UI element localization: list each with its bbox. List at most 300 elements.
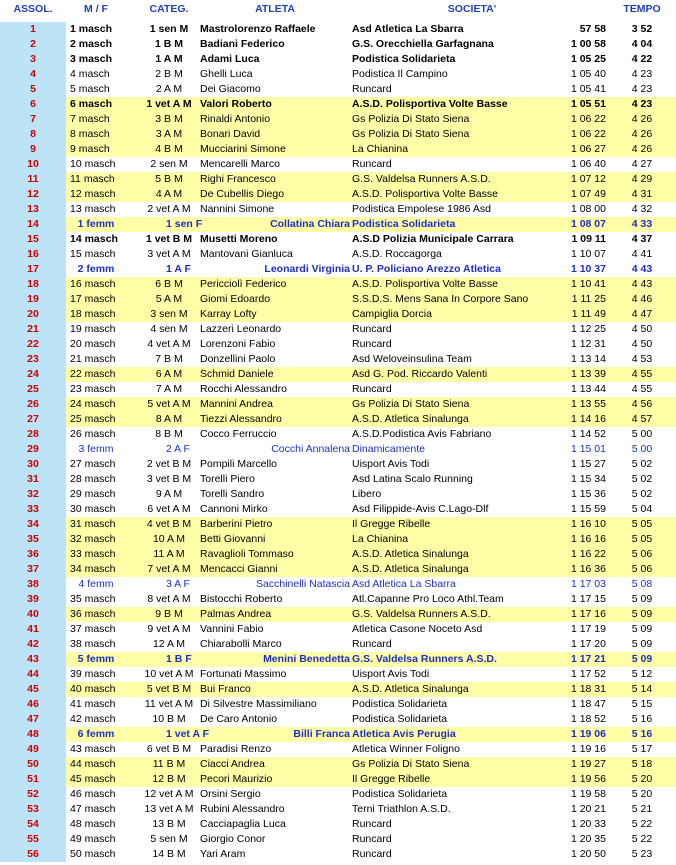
gender-rank-cell: 37 masch <box>70 623 116 635</box>
athlete-cell: Di Silvestre Massimiliano <box>200 698 317 710</box>
gender-rank-cell: 33 masch <box>70 548 116 560</box>
table-row <box>0 67 676 82</box>
finish-time-cell: 1 05 40 <box>570 68 606 80</box>
athlete-cell: Fortunati Massimo <box>200 668 287 680</box>
finish-time-cell: 1 16 16 <box>570 533 606 545</box>
category-cell: 8 vet A M <box>147 593 191 605</box>
athlete-cell: Torelli Sandro <box>200 488 265 500</box>
society-cell: Podistica Solidarieta <box>352 698 448 710</box>
gender-rank-cell: 1 masch <box>70 23 113 35</box>
pace-cell: 4 47 <box>631 308 653 320</box>
finish-time-cell: 1 08 00 <box>570 203 606 215</box>
society-cell: S.S.D.S. Mens Sana In Corpore Sano <box>352 293 528 305</box>
table-row <box>0 502 676 517</box>
finish-time-cell: 1 13 14 <box>570 353 606 365</box>
athlete-cell: Valori Roberto <box>200 98 272 110</box>
athlete-cell: Rubini Alessandro <box>200 803 285 815</box>
pace-cell: 4 31 <box>631 188 653 200</box>
finish-time-cell: 1 16 22 <box>570 548 606 560</box>
society-cell: Asd Atletica La Sbarra <box>352 578 456 590</box>
position-cell: 55 <box>0 832 66 847</box>
athlete-cell: Schmid Daniele <box>200 368 274 380</box>
society-cell: G.S. Valdelsa Runners A.S.D. <box>352 173 491 185</box>
category-cell: 1 A F <box>166 263 191 275</box>
table-row <box>0 232 676 247</box>
category-cell: 1 sen F <box>166 218 203 230</box>
pace-cell: 5 02 <box>631 488 653 500</box>
finish-time-cell: 1 19 58 <box>570 788 606 800</box>
category-cell: 6 vet B M <box>146 743 192 755</box>
athlete-cell: Dei Giacomo <box>200 83 261 95</box>
society-cell: Asd G. Pod. Riccardo Valenti <box>352 368 488 380</box>
category-cell: 3 sen M <box>150 308 188 320</box>
society-cell: G.S. Valdelsa Runners A.S.D. <box>352 653 497 665</box>
pace-cell: 5 00 <box>631 443 653 455</box>
society-cell: Il Gregge Ribelle <box>352 773 431 785</box>
pace-cell: 4 26 <box>631 113 653 125</box>
society-cell: Podistica Il Campino <box>352 68 448 80</box>
category-cell: 6 B M <box>155 278 183 290</box>
society-cell: Uisport Avis Todi <box>352 668 430 680</box>
society-cell: A.S.D. Roccagorga <box>352 248 442 260</box>
category-cell: 5 A M <box>155 293 183 305</box>
athlete-cell: Mastrolorenzo Raffaele <box>200 23 316 35</box>
gender-rank-cell: 34 masch <box>70 563 116 575</box>
gender-rank-cell: 8 masch <box>70 128 110 140</box>
category-cell: 9 vet A M <box>147 623 191 635</box>
position-cell: 20 <box>0 307 66 322</box>
category-cell: 2 B M <box>155 68 183 80</box>
finish-time-cell: 1 17 16 <box>570 608 606 620</box>
athlete-cell: Leonardi Virginia <box>264 263 350 275</box>
position-cell: 3 <box>0 52 66 67</box>
athlete-cell: Nannini Simone <box>200 203 275 215</box>
pace-cell: 5 08 <box>631 578 653 590</box>
table-row <box>0 127 676 142</box>
pace-cell: 4 53 <box>631 353 653 365</box>
society-cell: A.S.D. Polisportiva Volte Basse <box>352 98 508 110</box>
table-row <box>0 382 676 397</box>
gender-rank-cell: 3 masch <box>70 53 113 65</box>
pace-cell: 5 04 <box>631 503 653 515</box>
gender-rank-cell: 18 masch <box>70 308 116 320</box>
table-row <box>0 697 676 712</box>
finish-time-cell: 1 10 41 <box>570 278 606 290</box>
category-cell: 2 sen M <box>150 158 188 170</box>
society-cell: Runcard <box>352 338 392 350</box>
position-cell: 15 <box>0 232 66 247</box>
athlete-cell: Giomi Edoardo <box>200 293 271 305</box>
gender-rank-cell: 31 masch <box>70 518 116 530</box>
pace-cell: 5 16 <box>631 713 653 725</box>
gender-rank-cell: 26 masch <box>70 428 116 440</box>
table-row <box>0 217 676 232</box>
athlete-cell: Collatina Chiara <box>270 218 350 230</box>
table-row <box>0 37 676 52</box>
athlete-cell: Ghelli Luca <box>200 68 253 80</box>
table-row <box>0 532 676 547</box>
table-row <box>0 427 676 442</box>
position-cell: 45 <box>0 682 66 697</box>
athlete-cell: Mencacci Gianni <box>200 563 278 575</box>
pace-cell: 5 23 <box>631 848 653 860</box>
position-cell: 48 <box>0 727 66 742</box>
finish-time-cell: 1 09 11 <box>571 233 606 245</box>
header-category: CATEG. <box>149 3 189 15</box>
society-cell: Atletica Winner Foligno <box>352 743 460 755</box>
gender-rank-cell: 42 masch <box>70 713 116 725</box>
category-cell: 13 vet A M <box>144 803 194 815</box>
header-time: TEMPO <box>623 3 661 15</box>
athlete-cell: Mencarelli Marco <box>200 158 280 170</box>
table-row <box>0 652 676 667</box>
header-society: SOCIETA' <box>447 3 497 15</box>
athlete-cell: Paradisi Renzo <box>200 743 272 755</box>
position-cell: 23 <box>0 352 66 367</box>
pace-cell: 4 37 <box>631 233 653 245</box>
category-cell: 10 B M <box>152 713 186 725</box>
athlete-cell: Adami Luca <box>200 53 260 65</box>
category-cell: 14 B M <box>152 848 186 860</box>
table-row <box>0 787 676 802</box>
athlete-cell: Vannini Fabio <box>200 623 264 635</box>
pace-cell: 5 09 <box>631 653 653 665</box>
society-cell: Runcard <box>352 638 392 650</box>
position-cell: 31 <box>0 472 66 487</box>
table-row <box>0 742 676 757</box>
table-row <box>0 322 676 337</box>
athlete-cell: Cacciapaglia Luca <box>200 818 286 830</box>
position-cell: 14 <box>0 217 66 232</box>
category-cell: 1 vet B M <box>145 233 193 245</box>
table-row <box>0 352 676 367</box>
society-cell: La Chianina <box>352 533 409 545</box>
pace-cell: 4 04 <box>631 38 653 50</box>
society-cell: Asd Weloveinsulina Team <box>352 353 472 365</box>
athlete-cell: Bui Franco <box>200 683 251 695</box>
position-cell: 1 <box>0 22 66 37</box>
position-cell: 24 <box>0 367 66 382</box>
category-cell: 4 B M <box>155 143 183 155</box>
category-cell: 7 A M <box>155 383 183 395</box>
table-row <box>0 187 676 202</box>
position-cell: 25 <box>0 382 66 397</box>
table-row <box>0 562 676 577</box>
finish-time-cell: 1 17 15 <box>570 593 606 605</box>
athlete-cell: Orsini Sergio <box>200 788 261 800</box>
pace-cell: 5 02 <box>631 473 653 485</box>
pace-cell: 4 50 <box>631 323 653 335</box>
position-cell: 9 <box>0 142 66 157</box>
gender-rank-cell: 12 masch <box>70 188 116 200</box>
pace-cell: 4 41 <box>631 248 653 260</box>
gender-rank-cell: 45 masch <box>70 773 116 785</box>
position-cell: 40 <box>0 607 66 622</box>
category-cell: 12 B M <box>152 773 186 785</box>
category-cell: 13 B M <box>152 818 186 830</box>
finish-time-cell: 1 20 33 <box>570 818 606 830</box>
gender-rank-cell: 27 masch <box>70 458 116 470</box>
finish-time-cell: 1 17 21 <box>570 653 606 665</box>
gender-rank-cell: 30 masch <box>70 503 116 515</box>
table-row <box>0 247 676 262</box>
category-cell: 1 B F <box>166 653 192 665</box>
position-cell: 44 <box>0 667 66 682</box>
athlete-cell: Rinaldi Antonio <box>200 113 271 125</box>
category-cell: 2 A M <box>155 83 183 95</box>
gender-rank-cell: 29 masch <box>70 488 116 500</box>
category-cell: 12 vet A M <box>144 788 194 800</box>
pace-cell: 4 26 <box>631 128 653 140</box>
finish-time-cell: 1 20 35 <box>570 833 606 845</box>
finish-time-cell: 1 18 47 <box>570 698 606 710</box>
society-cell: G.S. Valdelsa Runners A.S.D. <box>352 608 491 620</box>
table-row <box>0 832 676 847</box>
position-cell: 38 <box>0 577 66 592</box>
table-header <box>0 0 676 22</box>
pace-cell: 3 52 <box>631 23 653 35</box>
gender-rank-cell: 2 femm <box>77 263 115 275</box>
society-cell: Atl.Capanne Pro Loco Athl.Team <box>352 593 504 605</box>
athlete-cell: Cocco Ferruccio <box>200 428 277 440</box>
table-row <box>0 847 676 862</box>
pace-cell: 4 43 <box>631 263 653 275</box>
gender-rank-cell: 23 masch <box>70 383 116 395</box>
pace-cell: 4 33 <box>631 218 653 230</box>
finish-time-cell: 1 12 25 <box>570 323 606 335</box>
table-row <box>0 817 676 832</box>
pace-cell: 5 16 <box>631 728 653 740</box>
pace-cell: 4 26 <box>631 143 653 155</box>
society-cell: Runcard <box>352 323 392 335</box>
society-cell: A.S.D. Atletica Sinalunga <box>352 548 469 560</box>
athlete-cell: Menini Benedetta <box>263 653 350 665</box>
category-cell: 3 B M <box>155 113 183 125</box>
athlete-cell: Lazzeri Leonardo <box>200 323 282 335</box>
athlete-cell: Torelli Piero <box>200 473 255 485</box>
position-cell: 18 <box>0 277 66 292</box>
position-cell: 12 <box>0 187 66 202</box>
table-row <box>0 97 676 112</box>
position-cell: 32 <box>0 487 66 502</box>
society-cell: Uisport Avis Todi <box>352 458 430 470</box>
gender-rank-cell: 6 femm <box>77 728 115 740</box>
gender-rank-cell: 20 masch <box>70 338 116 350</box>
gender-rank-cell: 47 masch <box>70 803 116 815</box>
table-row <box>0 547 676 562</box>
pace-cell: 4 22 <box>631 53 653 65</box>
position-cell: 51 <box>0 772 66 787</box>
position-cell: 53 <box>0 802 66 817</box>
table-row <box>0 202 676 217</box>
pace-cell: 5 12 <box>631 668 653 680</box>
pace-cell: 4 43 <box>631 278 653 290</box>
position-cell: 10 <box>0 157 66 172</box>
position-cell: 42 <box>0 637 66 652</box>
athlete-cell: Pecori Maurizio <box>200 773 273 785</box>
table-row <box>0 52 676 67</box>
society-cell: Gs Polizia Di Stato Siena <box>352 758 470 770</box>
gender-rank-cell: 19 masch <box>70 323 116 335</box>
position-cell: 39 <box>0 592 66 607</box>
position-cell: 34 <box>0 517 66 532</box>
gender-rank-cell: 44 masch <box>70 758 116 770</box>
finish-time-cell: 1 08 07 <box>570 218 606 230</box>
pace-cell: 5 09 <box>631 638 653 650</box>
pace-cell: 4 57 <box>631 413 653 425</box>
gender-rank-cell: 6 masch <box>70 98 113 110</box>
position-cell: 33 <box>0 502 66 517</box>
header-gender-rank: M / F <box>84 3 108 15</box>
category-cell: 4 A M <box>155 188 183 200</box>
table-row <box>0 367 676 382</box>
table-row <box>0 667 676 682</box>
pace-cell: 4 56 <box>631 398 653 410</box>
table-row <box>0 682 676 697</box>
table-row <box>0 157 676 172</box>
finish-time-cell: 1 10 07 <box>570 248 606 260</box>
category-cell: 5 B M <box>155 173 183 185</box>
table-row <box>0 262 676 277</box>
finish-time-cell: 1 15 01 <box>570 443 606 455</box>
finish-time-cell: 1 14 52 <box>570 428 606 440</box>
gender-rank-cell: 38 masch <box>70 638 116 650</box>
table-row <box>0 757 676 772</box>
finish-time-cell: 1 17 20 <box>570 638 606 650</box>
finish-time-cell: 1 14 16 <box>570 413 606 425</box>
society-cell: Asd Latina Scalo Running <box>352 473 473 485</box>
pace-cell: 5 21 <box>631 803 653 815</box>
table-row <box>0 637 676 652</box>
pace-cell: 5 09 <box>631 593 653 605</box>
table-row <box>0 592 676 607</box>
society-cell: A.S.D.Podistica Avis Fabriano <box>352 428 492 440</box>
society-cell: Podistica Solidarieta <box>352 218 456 230</box>
pace-cell: 5 09 <box>631 623 653 635</box>
athlete-cell: Mucciarini Simone <box>200 143 286 155</box>
society-cell: Atletica Avis Perugia <box>352 728 456 740</box>
gender-rank-cell: 16 masch <box>70 278 116 290</box>
athlete-cell: Pericciolì Federico <box>200 278 287 290</box>
table-row <box>0 517 676 532</box>
position-cell: 19 <box>0 292 66 307</box>
table-row <box>0 172 676 187</box>
finish-time-cell: 1 10 37 <box>570 263 606 275</box>
pace-cell: 4 27 <box>631 158 653 170</box>
table-row <box>0 82 676 97</box>
gender-rank-cell: 21 masch <box>70 353 116 365</box>
finish-time-cell: 1 15 34 <box>570 473 606 485</box>
gender-rank-cell: 2 masch <box>70 38 113 50</box>
gender-rank-cell: 9 masch <box>70 143 110 155</box>
gender-rank-cell: 24 masch <box>70 398 116 410</box>
category-cell: 5 vet A M <box>147 398 191 410</box>
pace-cell: 4 23 <box>631 98 653 110</box>
finish-time-cell: 1 16 36 <box>570 563 606 575</box>
athlete-cell: Donzellini Paolo <box>200 353 276 365</box>
gender-rank-cell: 28 masch <box>70 473 116 485</box>
finish-time-cell: 1 13 39 <box>570 368 606 380</box>
athlete-cell: Musetti Moreno <box>200 233 278 245</box>
society-cell: La Chianina <box>352 143 409 155</box>
society-cell: Gs Polizia Di Stato Siena <box>352 113 470 125</box>
category-cell: 4 vet A M <box>147 338 191 350</box>
position-cell: 21 <box>0 322 66 337</box>
category-cell: 9 A M <box>155 488 183 500</box>
table-row <box>0 712 676 727</box>
athlete-cell: Pompili Marcello <box>200 458 278 470</box>
category-cell: 6 A M <box>155 368 183 380</box>
table-row <box>0 307 676 322</box>
gender-rank-cell: 3 femm <box>78 443 114 455</box>
gender-rank-cell: 10 masch <box>70 158 116 170</box>
table-row <box>0 112 676 127</box>
category-cell: 7 B M <box>155 353 183 365</box>
gender-rank-cell: 39 masch <box>70 668 116 680</box>
gender-rank-cell: 32 masch <box>70 533 116 545</box>
finish-time-cell: 1 20 21 <box>570 803 606 815</box>
society-cell: Atletica Casone Noceto Asd <box>352 623 483 635</box>
athlete-cell: De Caro Antonio <box>200 713 278 725</box>
society-cell: Runcard <box>352 158 392 170</box>
finish-time-cell: 1 15 36 <box>570 488 606 500</box>
table-row <box>0 622 676 637</box>
category-cell: 1 B M <box>154 38 183 50</box>
position-cell: 35 <box>0 532 66 547</box>
table-row <box>0 337 676 352</box>
table-row <box>0 607 676 622</box>
society-cell: Podistica Solidarieta <box>352 788 448 800</box>
position-cell: 16 <box>0 247 66 262</box>
category-cell: 3 vet A M <box>147 248 191 260</box>
position-cell: 49 <box>0 742 66 757</box>
header-position: ASSOL. <box>0 0 66 18</box>
category-cell: 1 vet A F <box>166 728 209 740</box>
society-cell: Podistica Solidarieta <box>352 53 456 65</box>
category-cell: 8 A M <box>155 413 183 425</box>
category-cell: 4 vet B M <box>146 518 192 530</box>
pace-cell: 5 06 <box>631 548 653 560</box>
position-cell: 26 <box>0 397 66 412</box>
gender-rank-cell: 14 masch <box>70 233 118 245</box>
finish-time-cell: 1 11 49 <box>571 308 606 320</box>
athlete-cell: Cocchi Annalena <box>271 443 350 455</box>
pace-cell: 4 55 <box>631 368 653 380</box>
society-cell: A.S.D. Atletica Sinalunga <box>352 683 469 695</box>
category-cell: 2 vet B M <box>146 458 192 470</box>
position-cell: 17 <box>0 262 66 277</box>
society-cell: G.S. Orecchiella Garfagnana <box>352 38 494 50</box>
society-cell: A.S.D Polizia Municipale Carrara <box>352 233 514 245</box>
table-row <box>0 487 676 502</box>
pace-cell: 4 23 <box>631 68 653 80</box>
category-cell: 10 vet A M <box>144 668 194 680</box>
finish-time-cell: 1 06 22 <box>570 113 606 125</box>
society-cell: A.S.D. Atletica Sinalunga <box>352 413 469 425</box>
society-cell: U. P. Policiano Arezzo Atletica <box>352 263 501 275</box>
athlete-cell: Barberini Pietro <box>200 518 273 530</box>
pace-cell: 5 09 <box>631 608 653 620</box>
athlete-cell: Mantovani Gianluca <box>200 248 293 260</box>
position-cell: 7 <box>0 112 66 127</box>
finish-time-cell: 1 19 16 <box>570 743 606 755</box>
gender-rank-cell: 35 masch <box>70 593 116 605</box>
table-row <box>0 772 676 787</box>
category-cell: 10 A M <box>152 533 186 545</box>
gender-rank-cell: 40 masch <box>70 683 116 695</box>
finish-time-cell: 1 05 41 <box>570 83 606 95</box>
position-cell: 41 <box>0 622 66 637</box>
